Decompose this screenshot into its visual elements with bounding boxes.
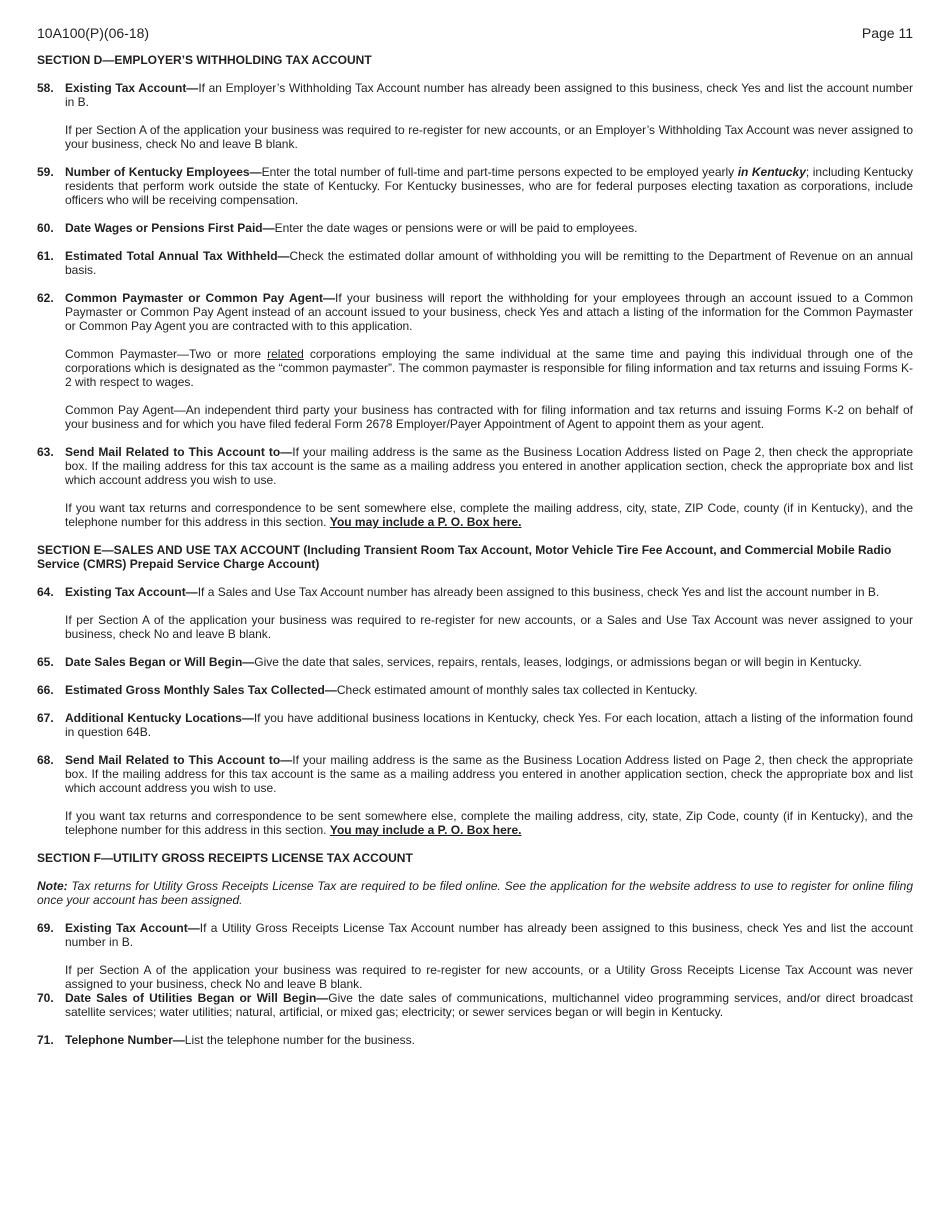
para-text: If you want tax returns and correspondence to be sent somewhere else, complete the mailing address, city, state, ZIP Code, county (if in Kentucky), and the telephone number for this address in this section. — [65, 501, 913, 529]
item-text: Check estimated amount of monthly sales tax collected in Kentucky. — [336, 683, 698, 697]
item-number: 62. — [37, 291, 54, 305]
item-term: Existing Tax Account— — [65, 585, 198, 599]
item-text: ; including Kentucky residents that perform work outside the state of Kentucky. For Kentucky businesses, who are for federal purposes electing taxation as corporations, include officers who will be receiving compensation. — [65, 165, 913, 207]
item-68-para — [37, 809, 913, 837]
item-number: 61. — [37, 249, 54, 263]
item-number: 66. — [37, 683, 54, 697]
para-text: If you want tax returns and correspondence to be sent somewhere else, complete the mailing address, city, state, Zip Code, county (if in Kentucky), and the telephone number for this address in this section. — [65, 809, 913, 837]
item-number: 69. — [37, 921, 54, 935]
item-69-para: If per Section A of the application your business was required to re-register for new accounts, or a Utility Gross Receipts License Tax Account was never assigned to your business, check No and leave B blank. — [65, 963, 913, 991]
item-text: If a Sales and Use Tax Account number has already been assigned to this business, check Yes and list the account number in B. — [197, 585, 880, 599]
item-66 — [37, 683, 913, 697]
para-text: Common Paymaster—Two or more — [65, 347, 268, 361]
item-term: Send Mail Related to This Account to— — [65, 445, 293, 459]
section-e-title: SECTION E—SALES AND USE TAX ACCOUNT (Including Transient Room Tax Account, Motor Vehicle Tire Fee Account, and Commercial Mobile Radio Service (CMRS) Prepaid Service Charge Account) — [37, 543, 892, 571]
item-term: Telephone Number— — [65, 1033, 185, 1047]
item-58-para: If per Section A of the application your business was required to re-register for new accounts, or an Employer’s Withholding Tax Account was never assigned to your business, check No and leave B blank. — [65, 123, 913, 151]
section-f-note — [37, 879, 913, 907]
item-number: 59. — [37, 165, 54, 179]
item-text: If your business will report the withholding for your employees through an account issued to a Common Paymaster or Common Pay Agent instead of an account issued to your business, check Yes and attach a listing of the information for the Common Paymaster or Common Pay Agent you are contracted with to this application. — [65, 291, 913, 333]
note-label: Note: — [37, 879, 68, 893]
item-term: Additional Kentucky Locations— — [65, 711, 254, 725]
item-text: List the telephone number for the business. — [184, 1033, 415, 1047]
item-63-para — [37, 501, 913, 529]
item-text: If a Utility Gross Receipts License Tax Account number has already been assigned to this business, check Yes and list the account number in B. — [65, 921, 914, 949]
item-number: 71. — [37, 1033, 54, 1047]
po-box-note: You may include a P. O. Box here. — [329, 823, 522, 837]
item-70 — [37, 991, 913, 1019]
item-text: If you have additional business locations in Kentucky, check Yes. For each location, attach a listing of the information found in question 64B. — [65, 711, 913, 739]
item-term: Send Mail Related to This Account to— — [65, 753, 293, 767]
item-text: Enter the total number of full-time and part-time persons expected to be employed yearly — [261, 165, 738, 179]
item-term: Estimated Gross Monthly Sales Tax Collected— — [65, 683, 337, 697]
item-63 — [37, 445, 913, 487]
item-text: Check the estimated dollar amount of withholding you will be remitting to the Department of Revenue on an annual basis. — [65, 249, 914, 277]
item-term: Date Sales Began or Will Begin— — [65, 655, 255, 669]
instructions-content — [37, 53, 913, 1061]
item-text: Enter the date wages or pensions were or will be paid to employees. — [274, 221, 638, 235]
item-number: 63. — [37, 445, 54, 459]
item-58 — [37, 81, 913, 109]
item-71 — [37, 1033, 913, 1047]
item-68 — [37, 753, 913, 795]
item-number: 67. — [37, 711, 54, 725]
item-text: If your mailing address is the same as the Business Location Address listed on Page 2, then check the appropriate box. If the mailing address for this tax account is the same as a mailing address you entered in another application section, check the appropriate box and list which account address you wish to use. — [65, 753, 913, 795]
item-number: 68. — [37, 753, 54, 767]
item-67 — [37, 711, 913, 739]
item-term: Existing Tax Account— — [65, 81, 199, 95]
page-number: Page 11 — [861, 25, 913, 41]
item-text: Give the date sales of communications, multichannel video programming services, and/or direct broadcast satellite services; water utilities; natural, artificial, or mixed gas; electricity; or sewer services began or will begin in Kentucky. — [65, 991, 913, 1019]
item-term: Common Paymaster or Common Pay Agent— — [65, 291, 335, 305]
item-62-common-paymaster — [37, 347, 913, 389]
item-text: Give the date that sales, services, repairs, rentals, leases, lodgings, or admissions began or will begin in Kentucky. — [254, 655, 862, 669]
item-term: Date Sales of Utilities Began or Will Begin— — [65, 991, 329, 1005]
item-text: If an Employer’s Withholding Tax Account number has already been assigned to this business, check Yes and list the account number in B. — [65, 81, 913, 109]
item-61 — [37, 249, 913, 277]
item-term: Date Wages or Pensions First Paid— — [65, 221, 275, 235]
section-d-title: SECTION D—EMPLOYER’S WITHHOLDING TAX ACCOUNT — [37, 53, 372, 67]
item-number: 65. — [37, 655, 54, 669]
note-text: Tax returns for Utility Gross Receipts License Tax are required to be filed online. See the application for the website address to use to register for online filing once your account has been assigned. — [37, 879, 913, 907]
item-62 — [37, 291, 913, 333]
item-emphasis: in Kentucky — [737, 165, 806, 179]
item-62-common-pay-agent: Common Pay Agent—An independent third party your business has contracted with for filing information and tax returns and issuing Forms K-2 on behalf of your business and for which you have filed federal Form 2678 Employer/Payer Appointment of Agent to appoint them as your agent. — [65, 403, 913, 431]
item-60 — [37, 221, 913, 235]
item-term: Existing Tax Account— — [65, 921, 200, 935]
item-number: 58. — [37, 81, 54, 95]
item-number: 70. — [37, 991, 54, 1005]
item-64 — [37, 585, 913, 599]
item-text: If your mailing address is the same as the Business Location Address listed on Page 2, then check the appropriate box. If the mailing address for this tax account is the same as a mailing address you entered in another application section, check the appropriate box and list which account address you wish to use. — [65, 445, 913, 487]
item-64-para: If per Section A of the application your business was required to re-register for new accounts, or a Sales and Use Tax Account was never assigned to your business, check No and leave B blank. — [65, 613, 913, 641]
section-f-title: SECTION F—UTILITY GROSS RECEIPTS LICENSE TAX ACCOUNT — [37, 851, 413, 865]
po-box-note: You may include a P. O. Box here. — [329, 515, 522, 529]
form-id: 10A100(P)(06-18) — [37, 25, 150, 41]
item-number: 64. — [37, 585, 54, 599]
underlined-word: related — [267, 347, 304, 361]
item-59 — [37, 165, 913, 207]
item-number: 60. — [37, 221, 54, 235]
para-text: corporations employing the same individual at the same time and paying this individual through one of the corporations which is designated as the “common paymaster”. The common paymaster is responsible for filing information and tax returns and issuing Forms K-2 with respect to wages. — [65, 347, 914, 389]
item-term: Number of Kentucky Employees— — [65, 165, 262, 179]
item-term: Estimated Total Annual Tax Withheld— — [65, 249, 290, 263]
item-65 — [37, 655, 913, 669]
item-69 — [37, 921, 913, 949]
